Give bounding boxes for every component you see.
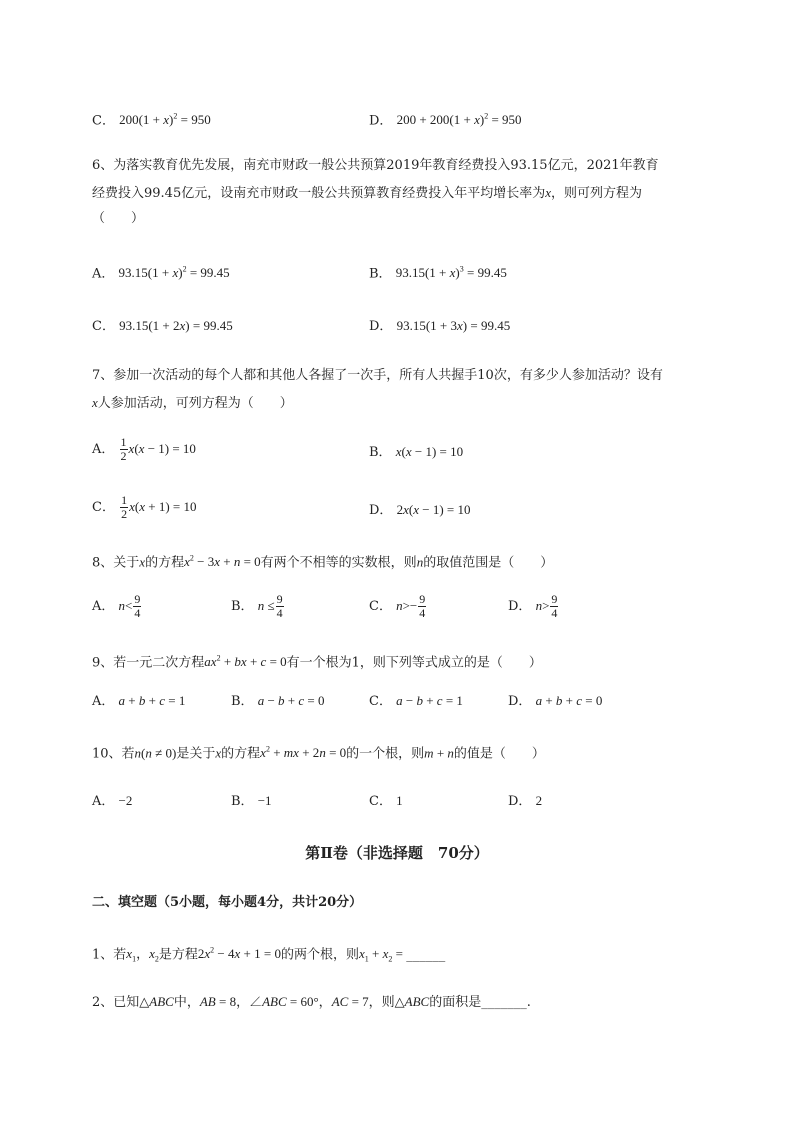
fill1-equation: $2x^2 - 4x + 1 = 0$	[197, 946, 281, 962]
option-formula: x(x + 1) = 10	[129, 499, 197, 514]
option-label: B．	[231, 599, 254, 614]
q9-option-b	[231, 692, 325, 711]
option-value: 2	[535, 793, 543, 808]
option-formula: a − b + c = 1	[396, 693, 463, 708]
option-formula: $200 + 200(1 + x)^2 = 950$	[396, 112, 522, 128]
q10-option-c	[369, 792, 403, 811]
option-formula: a − b + c = 0	[257, 693, 325, 708]
option-label: D．	[508, 794, 532, 809]
option-label: B．	[369, 445, 392, 460]
option-value: −1	[257, 793, 272, 808]
q10-option-a	[92, 792, 132, 811]
option-formula: x(x − 1) = 10	[395, 444, 464, 459]
q9-stem: 9、若一元二次方程$ax^2$ + bx + c = 0有一个根为1，则下列等式成立的是（ ）	[92, 654, 542, 671]
option-formula: 93.15(1 + 3x) = 99.45	[396, 318, 511, 333]
option-label: A．	[92, 266, 115, 282]
q10-stem: 10、若n(n ≠ 0)是关于x的方程$x^2$ + mx + 2n = 0的一个根，则m + n的值是（ ）	[92, 745, 545, 762]
q6-stem-line1: 6、为落实教育优先发展，南充市财政一般公共预算2019年教育经费投入93.15亿元，2021年教育	[92, 158, 659, 173]
q5-option-d	[369, 108, 522, 130]
option-label: C．	[92, 500, 115, 515]
fraction-nine-fourths: $\frac{9}{4}$	[134, 592, 141, 620]
q10-expression: m + n	[424, 745, 454, 761]
q7-stem-line2: x人参加活动，可列方程为（ ）	[92, 395, 293, 411]
option-label: D．	[369, 503, 393, 518]
option-label: C．	[92, 113, 115, 129]
option-label: C．	[369, 599, 392, 614]
q7-option-a	[92, 436, 196, 463]
q6-answer-bracket: （ ）	[92, 211, 145, 226]
q6-stem-line2: 经费投入99.45亿元，设南充市财政一般公共预算教育经费投入年平均增长率为x，则可列方程为	[92, 185, 643, 201]
option-label: D．	[369, 113, 393, 129]
option-label: C．	[369, 694, 392, 709]
option-label: C．	[369, 794, 392, 809]
q8-stem: 8、关于x的方程$x^2 - 3x + n = 0$有两个不相等的实数根，则n的取值范围是（ ）	[92, 554, 554, 571]
q6-option-c	[92, 317, 233, 336]
q10-option-d	[508, 792, 542, 811]
q7-option-d	[369, 501, 470, 520]
option-label: B．	[231, 694, 254, 709]
fraction-one-half: $\frac{1}{2}$	[120, 435, 127, 463]
q7-stem-line1: 7、参加一次活动的每个人都和其他人各握了一次手，所有人共握手10次，有多少人参加活动？设有	[92, 368, 663, 383]
q7-option-b	[369, 443, 463, 462]
q6-option-a	[92, 261, 230, 283]
fill-question-2: 2、已知△ABC中，AB = 8，∠ABC = 60°，AC = 7，则△ABC的面积是_______.	[92, 994, 531, 1010]
q10-equation: $x^2$ + mx + 2n = 0	[260, 745, 347, 761]
option-formula: a + b + c = 1	[118, 693, 186, 708]
option-label: A．	[92, 599, 115, 614]
option-formula: a + b + c = 0	[535, 693, 603, 708]
option-label: C．	[92, 319, 115, 334]
q8-equation: $x^2 - 3x + n = 0$	[184, 554, 261, 570]
q9-option-a	[92, 692, 185, 711]
option-formula: 2x(x − 1) = 10	[396, 502, 471, 517]
q10-condition: n(n ≠ 0)	[134, 745, 177, 761]
option-formula: $200(1 + x)^2 = 950$	[119, 112, 211, 128]
option-formula: x(x − 1) = 10	[128, 441, 196, 456]
q8-option-a: A． n< $\frac{9}{4}$	[92, 592, 141, 620]
option-label: A．	[92, 694, 115, 709]
fill1-roots: $x_1$，$x_2$	[126, 946, 159, 964]
q6-option-d	[369, 317, 510, 336]
q9-equation: $ax^2$ + bx + c = 0	[204, 654, 287, 670]
fraction-nine-fourths: $\frac{9}{4}$	[419, 592, 426, 620]
fraction-one-half: $\frac{1}{2}$	[121, 493, 128, 521]
answer-blank: _______.	[481, 995, 531, 1010]
q5-option-c	[92, 108, 211, 130]
q6-option-b	[369, 261, 507, 283]
fraction-nine-fourths: $\frac{9}{4}$	[551, 592, 558, 620]
option-value: 1	[396, 793, 403, 808]
option-formula: $93.15(1 + x)^2 = 99.45$	[118, 265, 230, 281]
fraction-nine-fourths: $\frac{9}{4}$	[276, 592, 283, 620]
option-formula: 93.15(1 + 2x) = 99.45	[119, 318, 233, 333]
option-label: D．	[369, 319, 393, 334]
option-label: A．	[92, 442, 115, 457]
answer-blank: ______	[406, 947, 446, 963]
option-value: −2	[118, 793, 133, 808]
option-label: B．	[231, 794, 254, 809]
q10-option-b	[231, 792, 272, 811]
q9-option-c	[369, 692, 463, 711]
part-two-title: 第Ⅱ卷（非选择题 70分）	[305, 844, 489, 862]
option-label: A．	[92, 794, 115, 809]
option-label: B．	[369, 266, 392, 282]
q8-option-c: C． n>− $\frac{9}{4}$	[369, 592, 426, 620]
q9-option-d	[508, 692, 602, 711]
q8-option-b: B． n ≤ $\frac{9}{4}$	[231, 592, 283, 620]
fill1-expression: $x_1 + x_2$ =	[358, 946, 407, 964]
q8-option-d: D． n> $\frac{9}{4}$	[508, 592, 558, 620]
fill2-given: AB = 8，∠ABC = 60°，AC = 7	[199, 994, 369, 1009]
fill-question-1: 1、若$x_1$，$x_2$是方程$2x^2 - 4x + 1 = 0$的两个根，则$x_1 + x_2$ = ______	[92, 946, 446, 964]
option-formula: $93.15(1 + x)^3 = 99.45$	[395, 265, 507, 281]
option-label: D．	[508, 599, 532, 614]
section-fill-in-heading: 二、填空题（5小题，每小题4分，共计20分）	[92, 895, 363, 910]
option-label: D．	[508, 694, 532, 709]
q7-option-c	[92, 494, 197, 521]
